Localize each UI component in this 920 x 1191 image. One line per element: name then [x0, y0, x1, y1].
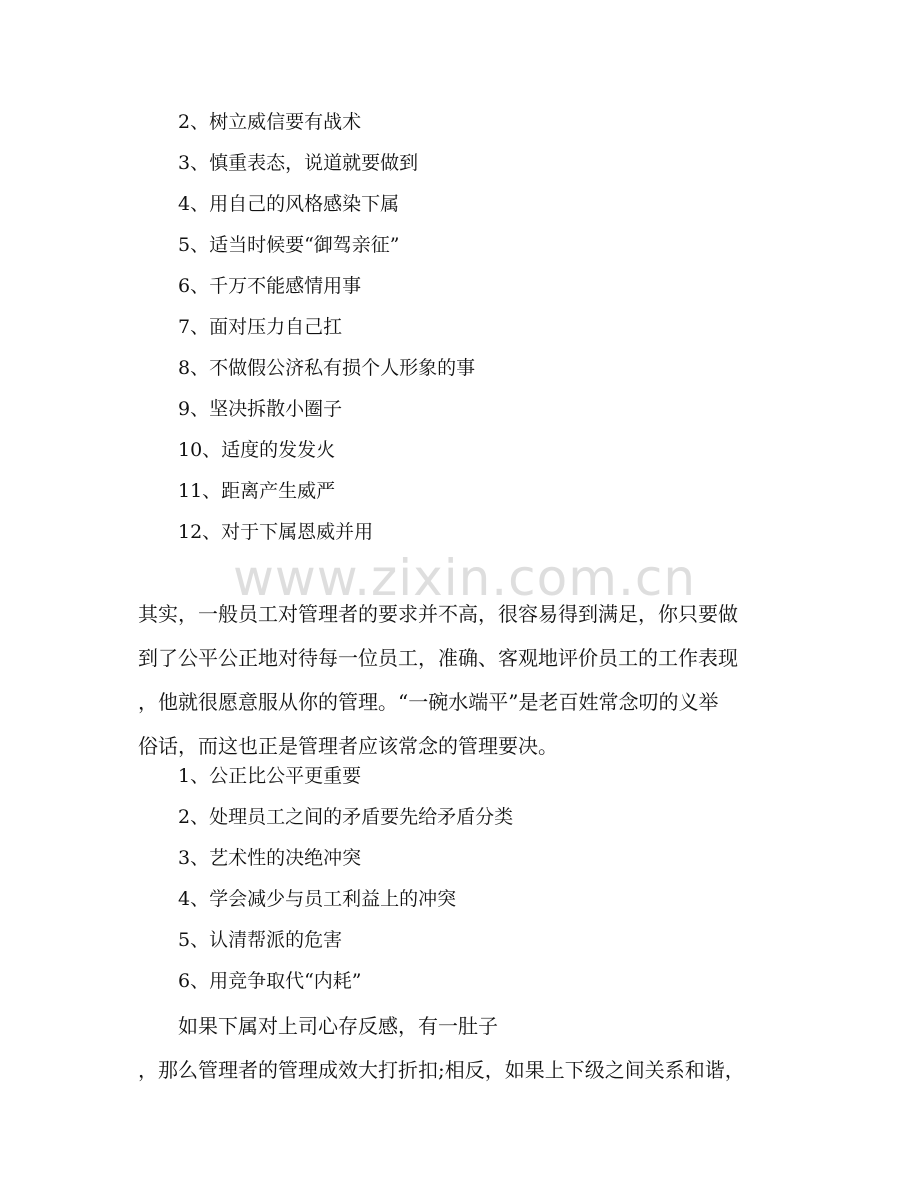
paragraph-line: ，他就很愿意服从你的管理。“一碗水端平”是老百姓常念叨的义举: [138, 690, 719, 714]
list-item: 5、适当时候要“御驾亲征”: [178, 234, 400, 256]
list-item: 4、用自己的风格感染下属: [178, 193, 400, 215]
list-item: 9、坚决拆散小圈子: [178, 398, 343, 420]
list-item: 11、距离产生威严: [178, 480, 336, 502]
list-item: 2、处理员工之间的矛盾要先给矛盾分类: [178, 806, 514, 828]
paragraph-line: 其实，一般员工对管理者的要求并不高，很容易得到满足，你只要做: [138, 602, 738, 626]
paragraph-line: 如果下属对上司心存反感，有一肚子: [178, 1014, 498, 1038]
paragraph-line: ，那么管理者的管理成效大打折扣;相反，如果上下级之间关系和谐，: [138, 1058, 745, 1082]
list-item: 2、树立威信要有战术: [178, 111, 362, 133]
paragraph-fairness: [138, 592, 788, 768]
list-fairness-tips: [178, 756, 513, 1002]
list-item: 6、千万不能感情用事: [178, 275, 362, 297]
watermark: www.zixin.com.cn: [233, 549, 697, 607]
list-item: 1、公正比公平更重要: [178, 765, 362, 787]
list-item: 3、艺术性的决绝冲突: [178, 847, 362, 869]
list-item: 3、慎重表态，说道就要做到: [178, 152, 419, 174]
list-item: 5、认清帮派的危害: [178, 929, 343, 951]
list-item: 10、适度的发发火: [178, 439, 336, 461]
list-item: 4、学会减少与员工利益上的冲突: [178, 888, 457, 910]
paragraph-line: 到了公平公正地对待每一位员工，准确、客观地评价员工的工作表现: [138, 646, 738, 670]
list-prestige-tactics: [178, 102, 475, 553]
list-item: 8、不做假公济私有损个人形象的事: [178, 357, 476, 379]
list-item: 7、面对压力自己扛: [178, 316, 343, 338]
list-item: 12、对于下属恩威并用: [178, 521, 374, 543]
list-item: 6、用竞争取代“内耗”: [178, 970, 362, 992]
paragraph-line: 俗话，而这也正是管理者应该常念的管理要决。: [138, 734, 558, 758]
